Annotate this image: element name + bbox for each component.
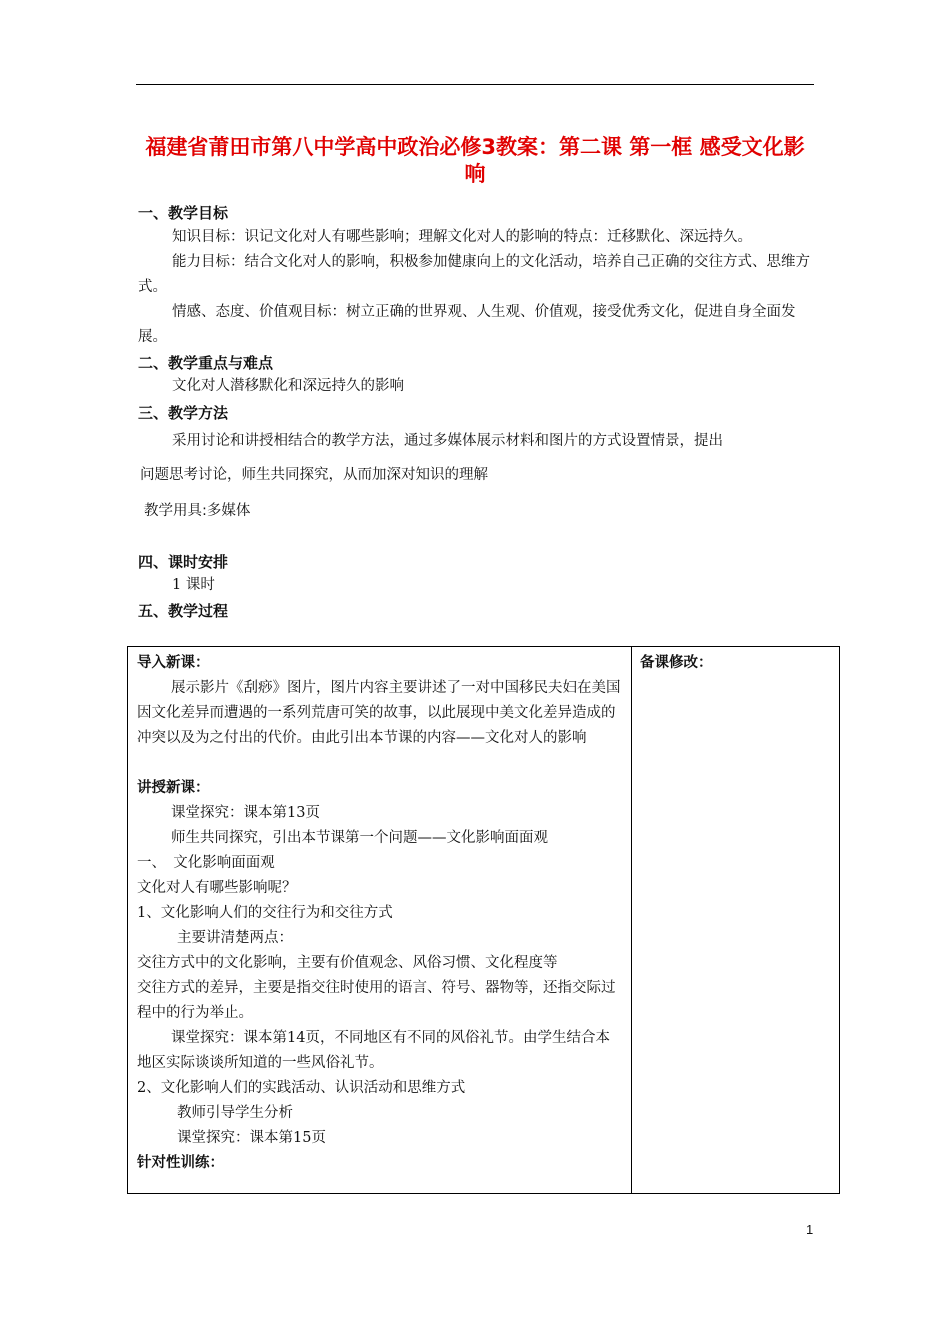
- method-line-2: 问题思考讨论，师生共同探究，从而加深对知识的理解: [140, 467, 488, 483]
- header-rule: [136, 84, 814, 85]
- training-heading: 针对性训练：: [137, 1155, 224, 1171]
- explore-3: 课堂探究：课本第15页: [177, 1130, 326, 1146]
- method-line-1: 采用讨论和讲授相结合的教学方法，通过多媒体展示材料和图片的方式设置情景，提出: [172, 433, 723, 449]
- difference-text: 交往方式的差异，主要是指交往时使用的语言、符号、器物等，还指交际过程中的行为举止。: [137, 980, 616, 1021]
- teacher-guide: 教师引导学生分析: [177, 1105, 293, 1121]
- knowledge-objective: 知识目标：识记文化对人有哪些影响；理解文化对人的影响的特点：迁移默化、深远持久。: [172, 229, 752, 245]
- blank-line: [137, 751, 624, 776]
- section-schedule-heading: 四、课时安排: [138, 553, 229, 571]
- ability-objective: 能力目标：结合文化对人的影响，积极参加健康向上的文化活动，培养自己正确的交往方式、思维方式。: [138, 254, 810, 295]
- explore-2: 课堂探究：课本第14页，不同地区有不同的风俗礼节。由学生结合本地区实际谈谈所知道的一些风俗礼节。: [137, 1030, 610, 1071]
- process-content-cell: [137, 651, 624, 1176]
- question: 文化对人有哪些影响呢？: [137, 880, 297, 896]
- item-2: 2、文化影响人们的实践活动、认识活动和思维方式: [137, 1080, 466, 1096]
- two-points: 主要讲清楚两点：: [177, 930, 293, 946]
- intro-heading: 导入新课：: [137, 655, 210, 671]
- teaching-tools: 教学用具:多媒体: [144, 503, 251, 519]
- emotion-objective: 情感、态度、价值观目标：树立正确的世界观、人生观、价值观，接受优秀文化，促进自身全面发展。: [138, 304, 796, 345]
- remarks-cell: 备课修改：: [640, 655, 713, 671]
- influence-text: 交往方式中的文化影响，主要有价值观念、风俗习惯、文化程度等: [137, 955, 558, 971]
- section-objectives-heading: 一、教学目标: [138, 204, 229, 222]
- section-focus-heading: 二、教学重点与难点: [138, 354, 274, 372]
- intro-text: 展示影片《刮痧》图片，图片内容主要讲述了一对中国移民夫妇在美国因文化差异而遭遇的一系列荒唐可笑的故事，以此展现中美文化差异造成的冲突以及为之付出的代价。由此引出本节课的内容——文化对人的影响: [137, 680, 621, 746]
- schedule-text: 1 课时: [172, 577, 215, 593]
- page-number: 1: [806, 1222, 814, 1237]
- section-process-heading: 五、教学过程: [138, 602, 229, 620]
- section-method-heading: 三、教学方法: [138, 404, 229, 422]
- item-1: 1、文化影响人们的交往行为和交往方式: [137, 905, 393, 921]
- table-column-divider: [631, 647, 632, 1193]
- lesson-process-table: [127, 646, 840, 1194]
- explore-common: 师生共同探究，引出本节课第一个问题——文化影响面面观: [171, 830, 548, 846]
- point-1: 一、 文化影响面面观: [137, 855, 275, 871]
- lecture-heading: 讲授新课：: [137, 780, 210, 796]
- focus-text: 文化对人潜移默化和深远持久的影响: [172, 378, 404, 394]
- document-title: 福建省莆田市第八中学高中政治必修3教案：第二课 第一框 感受文化影响: [145, 135, 805, 186]
- explore-1: 课堂探究：课本第13页: [171, 805, 320, 821]
